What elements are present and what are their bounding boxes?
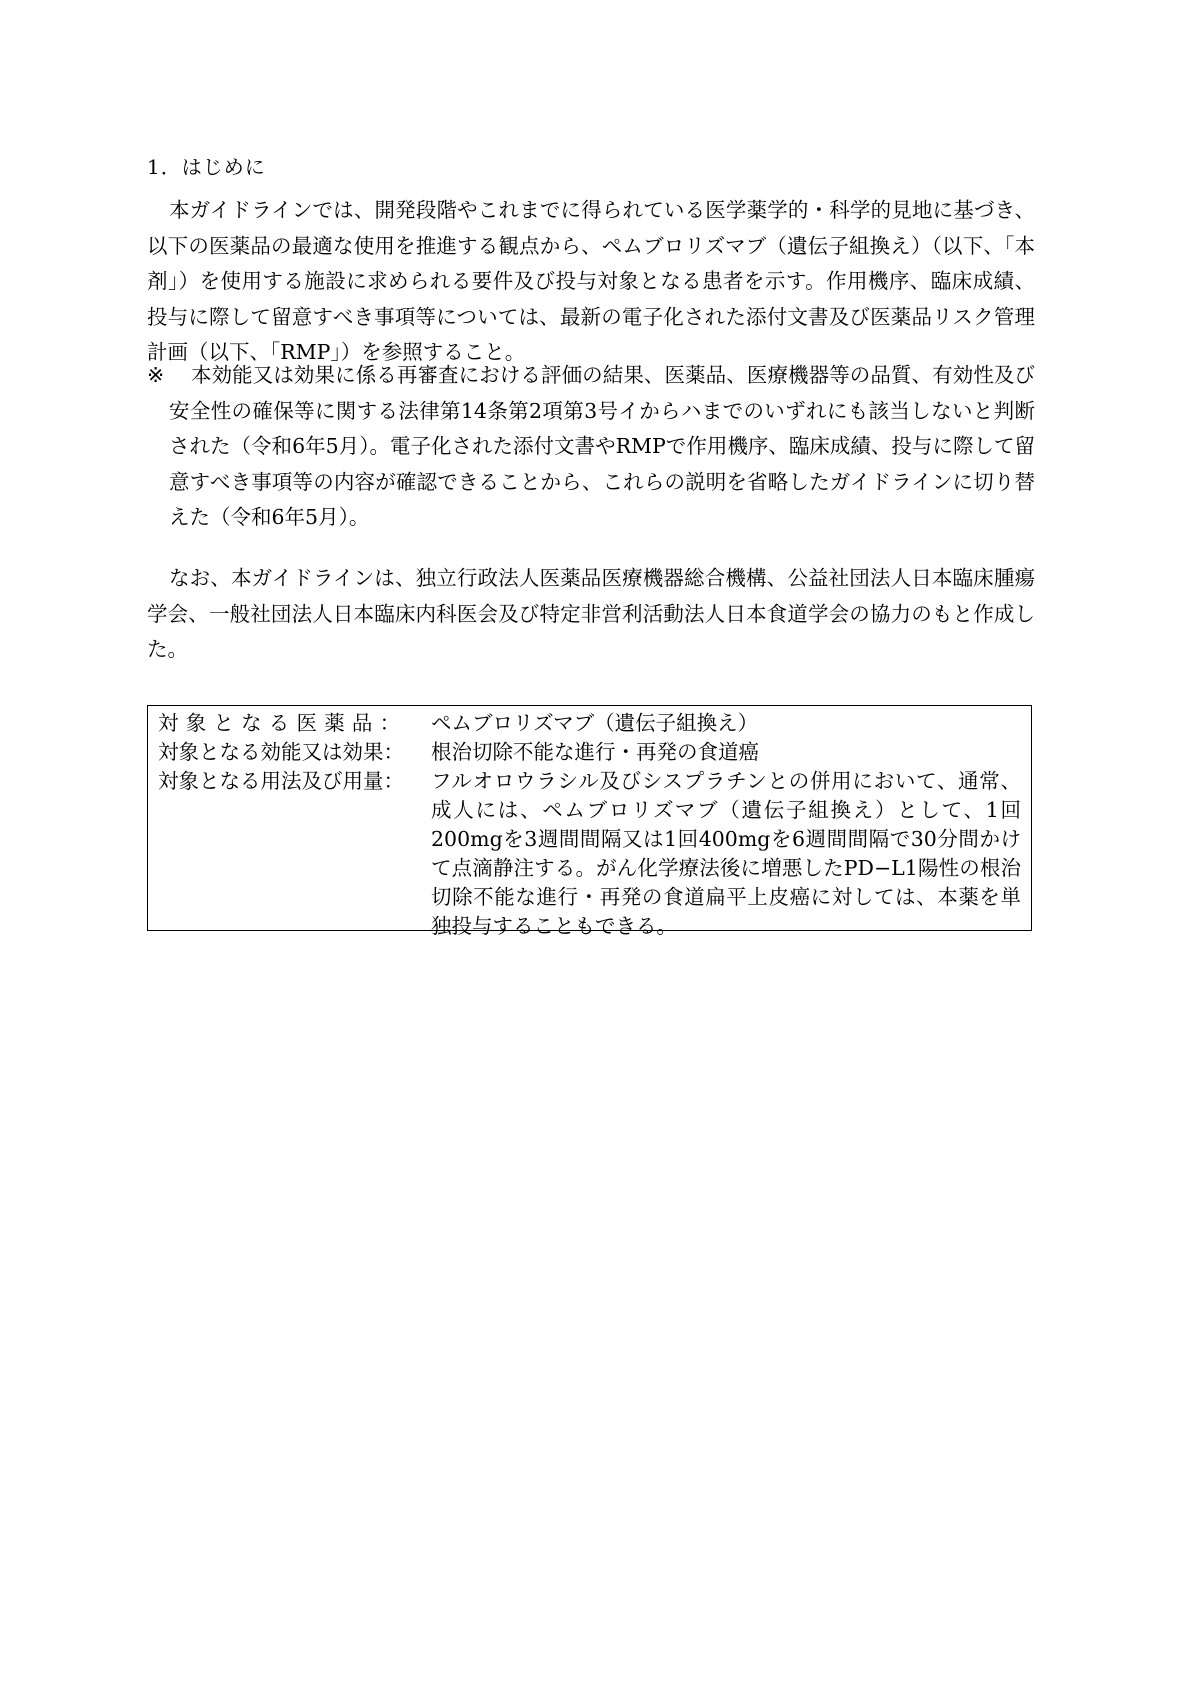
dosage-value: フルオロウラシル及びシスプラチンとの併用において、通常、成人には、ペムブロリズマブ（遺伝子組換え）として、1回200mgを3週間間隔又は1回400mgを6週間間隔で30分間かけて点滴静注する。がん化学療法後に増悪したPD−L1陽性の根治切除不能な進行・再発の食道扁平上皮癌に対しては、本薬を単独投与することもできる。 bbox=[431, 769, 1021, 938]
drug-label: 対象となる医薬品： bbox=[158, 711, 408, 735]
cooperation-paragraph: なお、本ガイドラインは、独立行政法人医薬品医療機器総合機構、公益社団法人日本臨床腫瘍学会、一般社団法人日本臨床内科医会及び特定非営利活動法人日本食道学会の協力のもと作成した。 bbox=[147, 566, 1035, 661]
target-info-box bbox=[147, 705, 1032, 938]
dosage-label: 対象となる用法及び用量： bbox=[158, 769, 404, 793]
section-heading: 1．はじめに bbox=[147, 155, 266, 179]
indication-value: 根治切除不能な進行・再発の食道癌 bbox=[431, 740, 759, 764]
intro-paragraph: 本ガイドラインでは、開発段階やこれまでに得られている医学薬学的・科学的見地に基づき、以下の医薬品の最適な使用を推進する観点から、ペムブロリズマブ（遺伝子組換え）（以下、「本剤」）を使用する施設に求められる要件及び投与対象となる患者を示す。作用機序、臨床成績、投与に際して留意すべき事項等については、最新の電子化された添付文書及び医薬品リスク管理計画（以下、「RMP」）を参照すること。 bbox=[147, 198, 1035, 364]
note-mark: ※ bbox=[147, 363, 165, 387]
drug-value: ペムブロリズマブ（遺伝子組換え） bbox=[431, 711, 759, 735]
note-block bbox=[147, 358, 1035, 536]
note-text: 本効能又は効果に係る再審査における評価の結果、医薬品、医療機器等の品質、有効性及び安全性の確保等に関する法律第14条第2項第3号イからハまでのいずれにも該当しないと判断された（令和6年5月）。電子化された添付文書やRMPで作用機序、臨床成績、投与に際して留意すべき事項等の内容が確認できることから、これらの説明を省略したガイドラインに切り替えた（令和6年5月）。 bbox=[169, 363, 1035, 529]
indication-label: 対象となる効能又は効果： bbox=[158, 740, 404, 764]
